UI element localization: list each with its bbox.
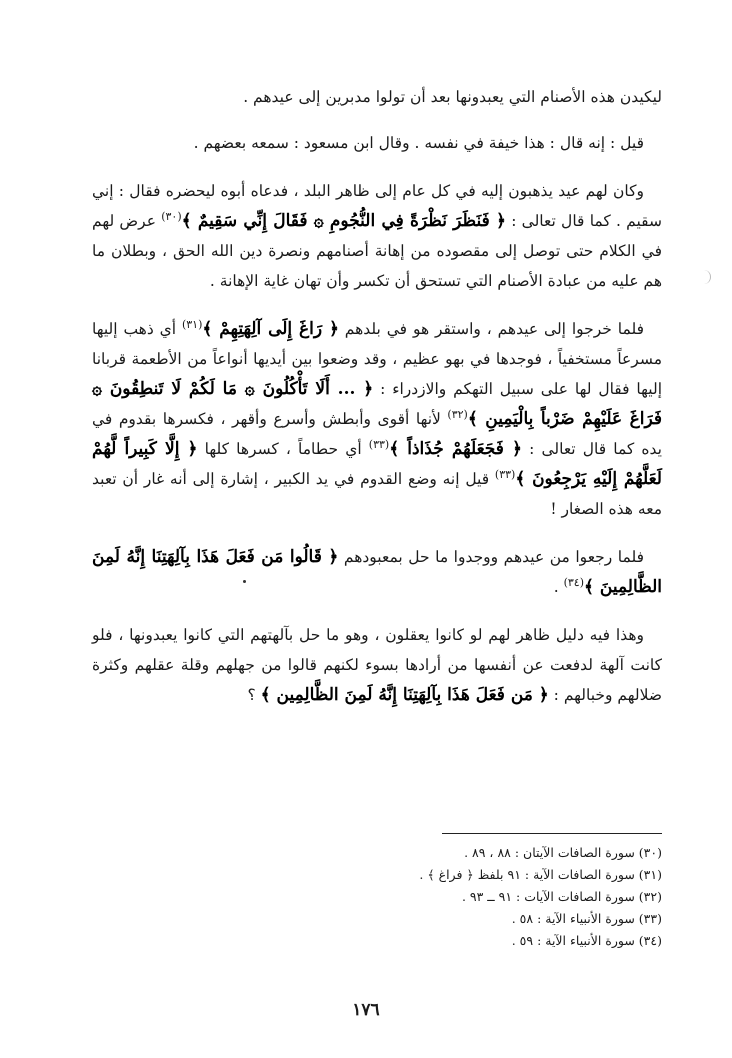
footnotes-list xyxy=(300,842,662,952)
footnote: (٣٢) سورة الصافات الآيات : ٩١ ــ ٩٣ . xyxy=(461,889,662,904)
quran-quote: ﴿ فَنَظَرَ نَظْرَةً فِي النُّجُومِ ۞ فَقَالَ إِنِّي سَقِيمٌ ﴾ xyxy=(181,211,506,231)
quran-quote: ﴿ مَن فَعَلَ هَذَا بِآلِهَتِنَا إِنَّهُ لَمِنَ الظَّالِمِين ﴾ xyxy=(260,685,549,705)
footnote: (٣٤) سورة الأنبياء الآية : ٥٩ . xyxy=(511,933,662,948)
text-run: فلما رجعوا من عيدهم ووجدوا ما حل بمعبودهم xyxy=(338,548,644,566)
text-run: أي حطاماً ، كسرها كلها xyxy=(197,440,369,458)
quran-quote: ﴿ قَالُوا مَن فَعَلَ هَذَا بِآلِهَتِنَا إِنَّهُ لَمِنَ الظَّالِمِينَ ﴾ xyxy=(92,547,662,597)
footnote-ref: (٣٠) xyxy=(161,209,182,223)
text-run: وهذا فيه دليل ظاهر لهم لو كانوا يعقلون ، وهو ما حل بآلهتهم التي كانوا يعبدونها ، فلو كانت آلهة لدفعت عن أنفسها من أرادها بسوء لكنهم قالوا من جهلهم وقلة عقلهم وكثرة ضلالهم وخبالهم : xyxy=(92,626,662,704)
text-run: . xyxy=(553,578,564,596)
quran-quote: ﴿ رَاغَ إِلَى آلِهَتِهِمْ ﴾ xyxy=(202,319,339,339)
quran-quote: ﴿ ... أَلَا تَأْكُلُونَ ۞ مَا لَكُمْ لَا تَنطِقُونَ ۞ فَرَاغَ عَلَيْهِمْ ضَرْباً بِالْيَمِينِ ﴾ xyxy=(92,379,663,429)
footnote-ref: (٣٢) xyxy=(447,407,468,421)
paragraph xyxy=(92,176,662,296)
footnote-ref: (٣١) xyxy=(181,317,203,331)
text-run: قيل : إنه قال : هذا خيفة في نفسه . وقال ابن مسعود : سمعه بعضهم . xyxy=(193,134,644,152)
text-run: لأنها أقوى وأبطش وأسرع وأقهر ، فكسرها بقدوم في يده كما قال تعالى : xyxy=(92,410,662,458)
quran-quote: ﴿ إِلَّا كَبِيراً لَّهُمْ لَعَلَّهُمْ إِلَيْهِ يَرْجِعُونَ ﴾ xyxy=(92,439,662,489)
text-run: ؟ xyxy=(247,686,261,704)
paragraph xyxy=(92,542,662,602)
margin-mark xyxy=(700,270,711,284)
text-run: ليكيدن هذه الأصنام التي يعبدونها بعد أن تولوا مدبرين إلى عيدهم . xyxy=(243,88,662,106)
footnote-divider xyxy=(442,833,662,834)
footnote: (٣٠) سورة الصافات الآيتان : ٨٨ ، ٨٩ . xyxy=(464,845,662,860)
footnote: (٣٣) سورة الأنبياء الآية : ٥٨ . xyxy=(511,911,662,926)
paragraph xyxy=(92,314,662,524)
body-text xyxy=(92,82,662,728)
footnote: (٣١) سورة الصافات الآية : ٩١ بلفظ ﴿ فراغ ﴾ . xyxy=(419,867,662,882)
paragraph xyxy=(92,82,662,112)
footnote-ref: (٣٣) xyxy=(368,437,390,451)
text-run: قيل إنه وضع القدوم في يد الكبير ، إشارة إلى أنه غار أن تعبد معه هذه الصغار ! xyxy=(92,470,662,518)
quran-quote: ﴿ فَجَعَلَهُمْ جُذَاذاً ﴾ xyxy=(389,439,522,459)
text-run: فلما خرجوا إلى عيدهم ، واستقر هو في بلدهم xyxy=(338,320,644,338)
text-run: أي ذهب إليها مسرعاً مستخفياً ، فوجدها في بهو عظيم ، وقد وضعوا بين أيديها أنواعاً من الأطعمة قربانا إليها فقال لها على سبيل التهكم والازدراء : xyxy=(92,320,662,398)
paragraph xyxy=(92,128,662,158)
ink-speck xyxy=(243,580,246,583)
text-run: وكان لهم عيد يذهبون إليه في كل عام إلى ظاهر البلد ، فدعاه أبوه ليحضره فقال : إني سقيم . كما قال تعالى : xyxy=(92,182,662,230)
text-run: عرض لهم في الكلام حتى توصل إلى مقصوده من إهانة أصنامهم ونصرة دين الله الحق ، وبطلان ما هم عليه من عبادة الأصنام التي تستحق أن تكسر وأن تهان غاية الإهانة . xyxy=(92,212,662,290)
footnote-ref: (٣٣) xyxy=(494,467,516,481)
footnote-ref: (٣٤) xyxy=(563,575,584,589)
paragraph xyxy=(92,620,662,710)
page-number: ١٧٦ xyxy=(352,1000,380,1020)
